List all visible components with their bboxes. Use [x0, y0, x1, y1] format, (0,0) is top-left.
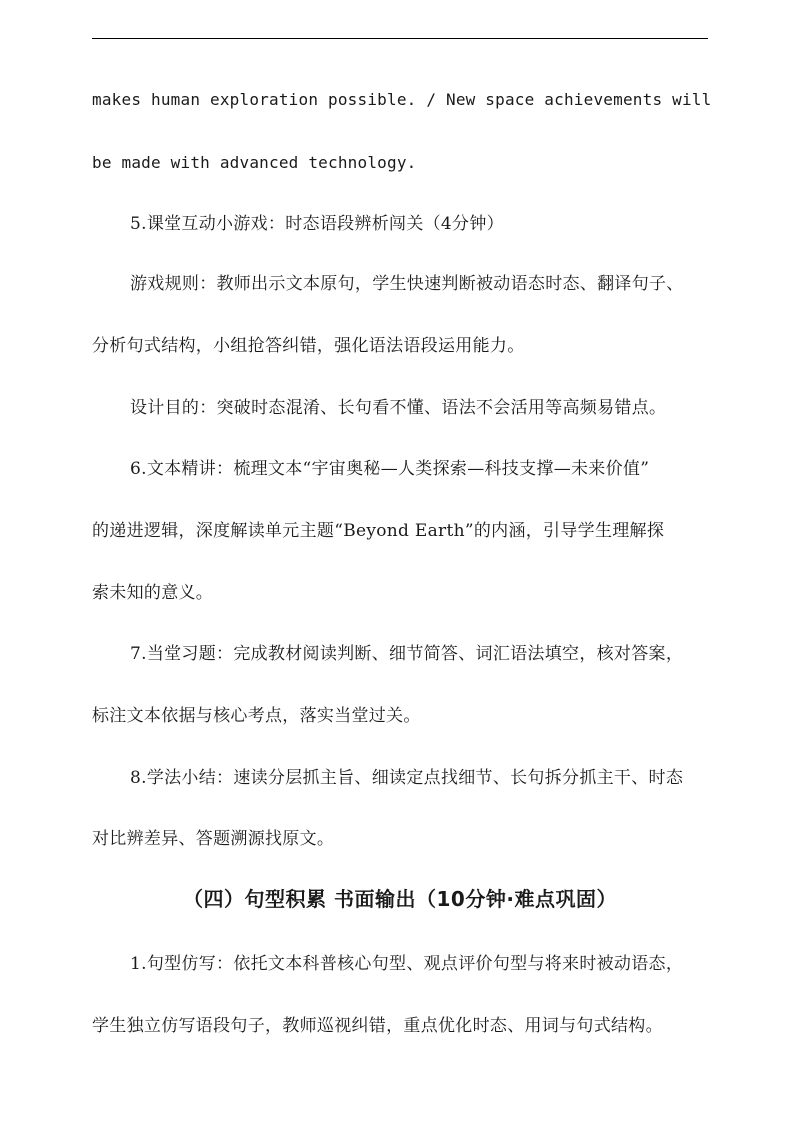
list-item-7: 7.当堂习题：完成教材阅读判断、细节简答、词汇语法填空，核对答案， — [130, 644, 684, 664]
text-line: 学生独立仿写语段句子，教师巡视纠错，重点优化时态、用词与句式结构。 — [92, 1016, 663, 1036]
text-line: 对比辨差异、答题溯源找原文。 — [92, 829, 335, 849]
text-line: 游戏规则：教师出示文本原句，学生快速判断被动语态时态、翻译句子、 — [130, 274, 684, 294]
text-line: 设计目的：突破时态混淆、长句看不懂、语法不会活用等高频易错点。 — [130, 398, 667, 418]
text-line: be made with advanced technology. — [92, 153, 417, 172]
text-line: 索未知的意义。 — [92, 583, 214, 603]
text-line: 分析句式结构，小组抢答纠错，强化语法语段运用能力。 — [92, 336, 525, 356]
list-item-1: 1.句型仿写：依托文本科普核心句型、观点评价句型与将来时被动语态， — [130, 954, 684, 974]
text-line: 标注文本依据与核心考点，落实当堂过关。 — [92, 706, 421, 726]
text-line: makes human exploration possible. / New space achievements will — [92, 90, 712, 109]
list-item-6: 6.文本精讲：梳理文本“宇宙奥秘—人类探索—科技支撑—未来价值” — [130, 459, 650, 479]
list-item-5-title: 5.课堂互动小游戏：时态语段辨析闯关（4分钟） — [130, 214, 504, 234]
header-rule — [92, 38, 708, 39]
text-line: 的递进逻辑，深度解读单元主题“Beyond Earth”的内涵，引导学生理解探 — [92, 521, 665, 541]
section-heading: （四）句型积累 书面输出（10分钟·难点巩固） — [183, 887, 617, 911]
list-item-8: 8.学法小结：速读分层抓主旨、细读定点找细节、长句拆分抓主干、时态 — [130, 768, 684, 788]
